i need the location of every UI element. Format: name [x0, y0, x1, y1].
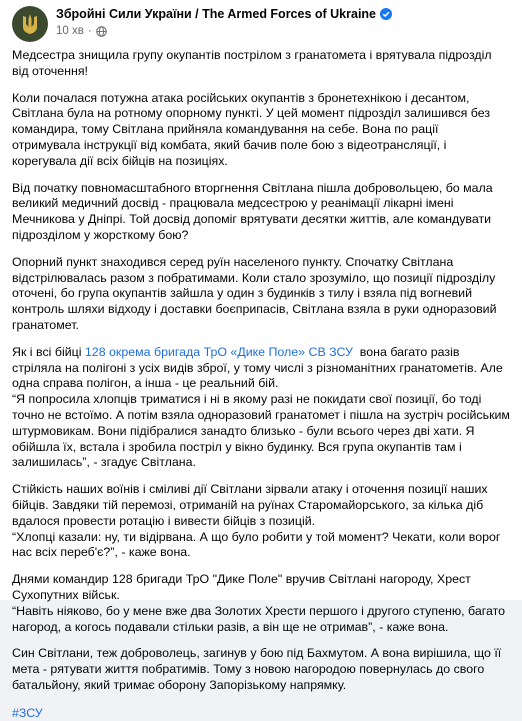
separator-dot: ·: [87, 25, 92, 37]
post-body: [12, 48, 514, 721]
brigade-text-before: Як і всі бійці: [12, 344, 85, 359]
post-paragraph: Від початку повномасштабного вторгнення Світлана пішла добровольцею, бо мала великий медичний досвід - працювала медсестрою у реанімації лікарні імені Мечникова у Дніпрі. Той досвід допоміг врятувати десятки життів, але командувати підрозділом у жорсткому бою?: [12, 180, 497, 242]
post-timestamp[interactable]: 10 хв: [56, 25, 84, 37]
post-paragraph: Днями командир 128 бригади ТрО "Дике Поле" вручив Світлані нагороду, Хрест Сухопутних військ. “Навіть ніяково, бо у мене вже два Золотих Хрести першого і другого ступеню, багато нагород, а когось подавали стільки разів, а він ще не отримав”, - каже вона.: [12, 572, 505, 634]
post-paragraph: Опорний пункт знаходився серед руїн населеного пункту. Спочатку Світлана відстрілювалась разом з побратимами. Коли стало зрозуміло, що позиції підрозділу оточені, бо група окупантів зайшла у один з будинків з тилу і взяла під вогневий контроль шляхи відходу і доставки боєприпасів, Світлана взяла в руки одноразовий гранатомет.: [12, 254, 500, 332]
trident-emblem-icon: [21, 13, 39, 35]
globe-icon[interactable]: [96, 26, 107, 37]
post-paragraph: Син Світлани, теж доброволець, загинув у бою під Бахмутом. А вона вирішила, що її мета - рятувати життя побратимів. Тому з новою нагородою повернулась до свого батальйону, який тримає оборону Запорізькому напрямку.: [12, 646, 505, 692]
brigade-page-link[interactable]: 128 окрема бригада ТрО «Дике Поле» СВ ЗСУ: [84, 344, 353, 359]
avatar[interactable]: [12, 6, 48, 42]
post-time-row: [56, 23, 392, 39]
verified-badge-icon: [380, 8, 392, 20]
author-row: [56, 6, 392, 22]
brigade-text-after: вона багато разів стріляла на полігоні з усіх видів зброї, у тому числі з різноманітних гранатометів. Але одна справа полігон, а інша - це реальний бій.: [12, 344, 507, 391]
brigade-paragraph: [12, 344, 514, 471]
post-header: [12, 6, 510, 44]
post-meta: [56, 6, 392, 39]
hashtag-link[interactable]: #ЗСУ: [12, 705, 43, 720]
author-name[interactable]: Збройні Сили України / The Armed Forces of Ukraine: [56, 7, 377, 21]
post-paragraph: Коли почалася потужна атака російських окупантів з бронетехнікою і десантом, Світлана була на ротному опорному пункті. У цей момент підрозділ залишився без командира, тому Світлана прийняла командування на себе. Вона по рації отримувала інструкції від комбата, який бачив поле бою з відеотрансляції, і корегувала дії всіх бійців на позиціях.: [12, 90, 494, 168]
quote-text: “Я попросила хлопців триматися і ні в якому разі не покидати свої позиції, бо тоді точно не встоїмо. А потім взяла одноразовий гранатомет і пішла на зустріч російським штурмовикам. Вони підібралися занадто близько - були всього через дві хати. Я обійшла їх, встала і зробила постріл у вікно будинку. Вся група окупантів там і залишилась”, - згадує Світлана.: [12, 392, 514, 470]
post-paragraph: Стійкість наших воїнів і сміливі дії Світлани зірвали атаку і оточення позиції наших бійців. Завдяки тій перемозі, отриманій на руїнах Старомайорського, за кілька діб вдалося провести ротацію і вивести бійців з позицій. “Хлопці казали: ну, ти відірвана. А що було робити у той момент? Чекати, коли ворог нас всіх переб'є?”, - каже вона.: [12, 482, 501, 560]
post-paragraph: Медсестра знищила групу окупантів пострілом з гранатомета і врятувала підрозділ від оточення!: [12, 48, 496, 78]
